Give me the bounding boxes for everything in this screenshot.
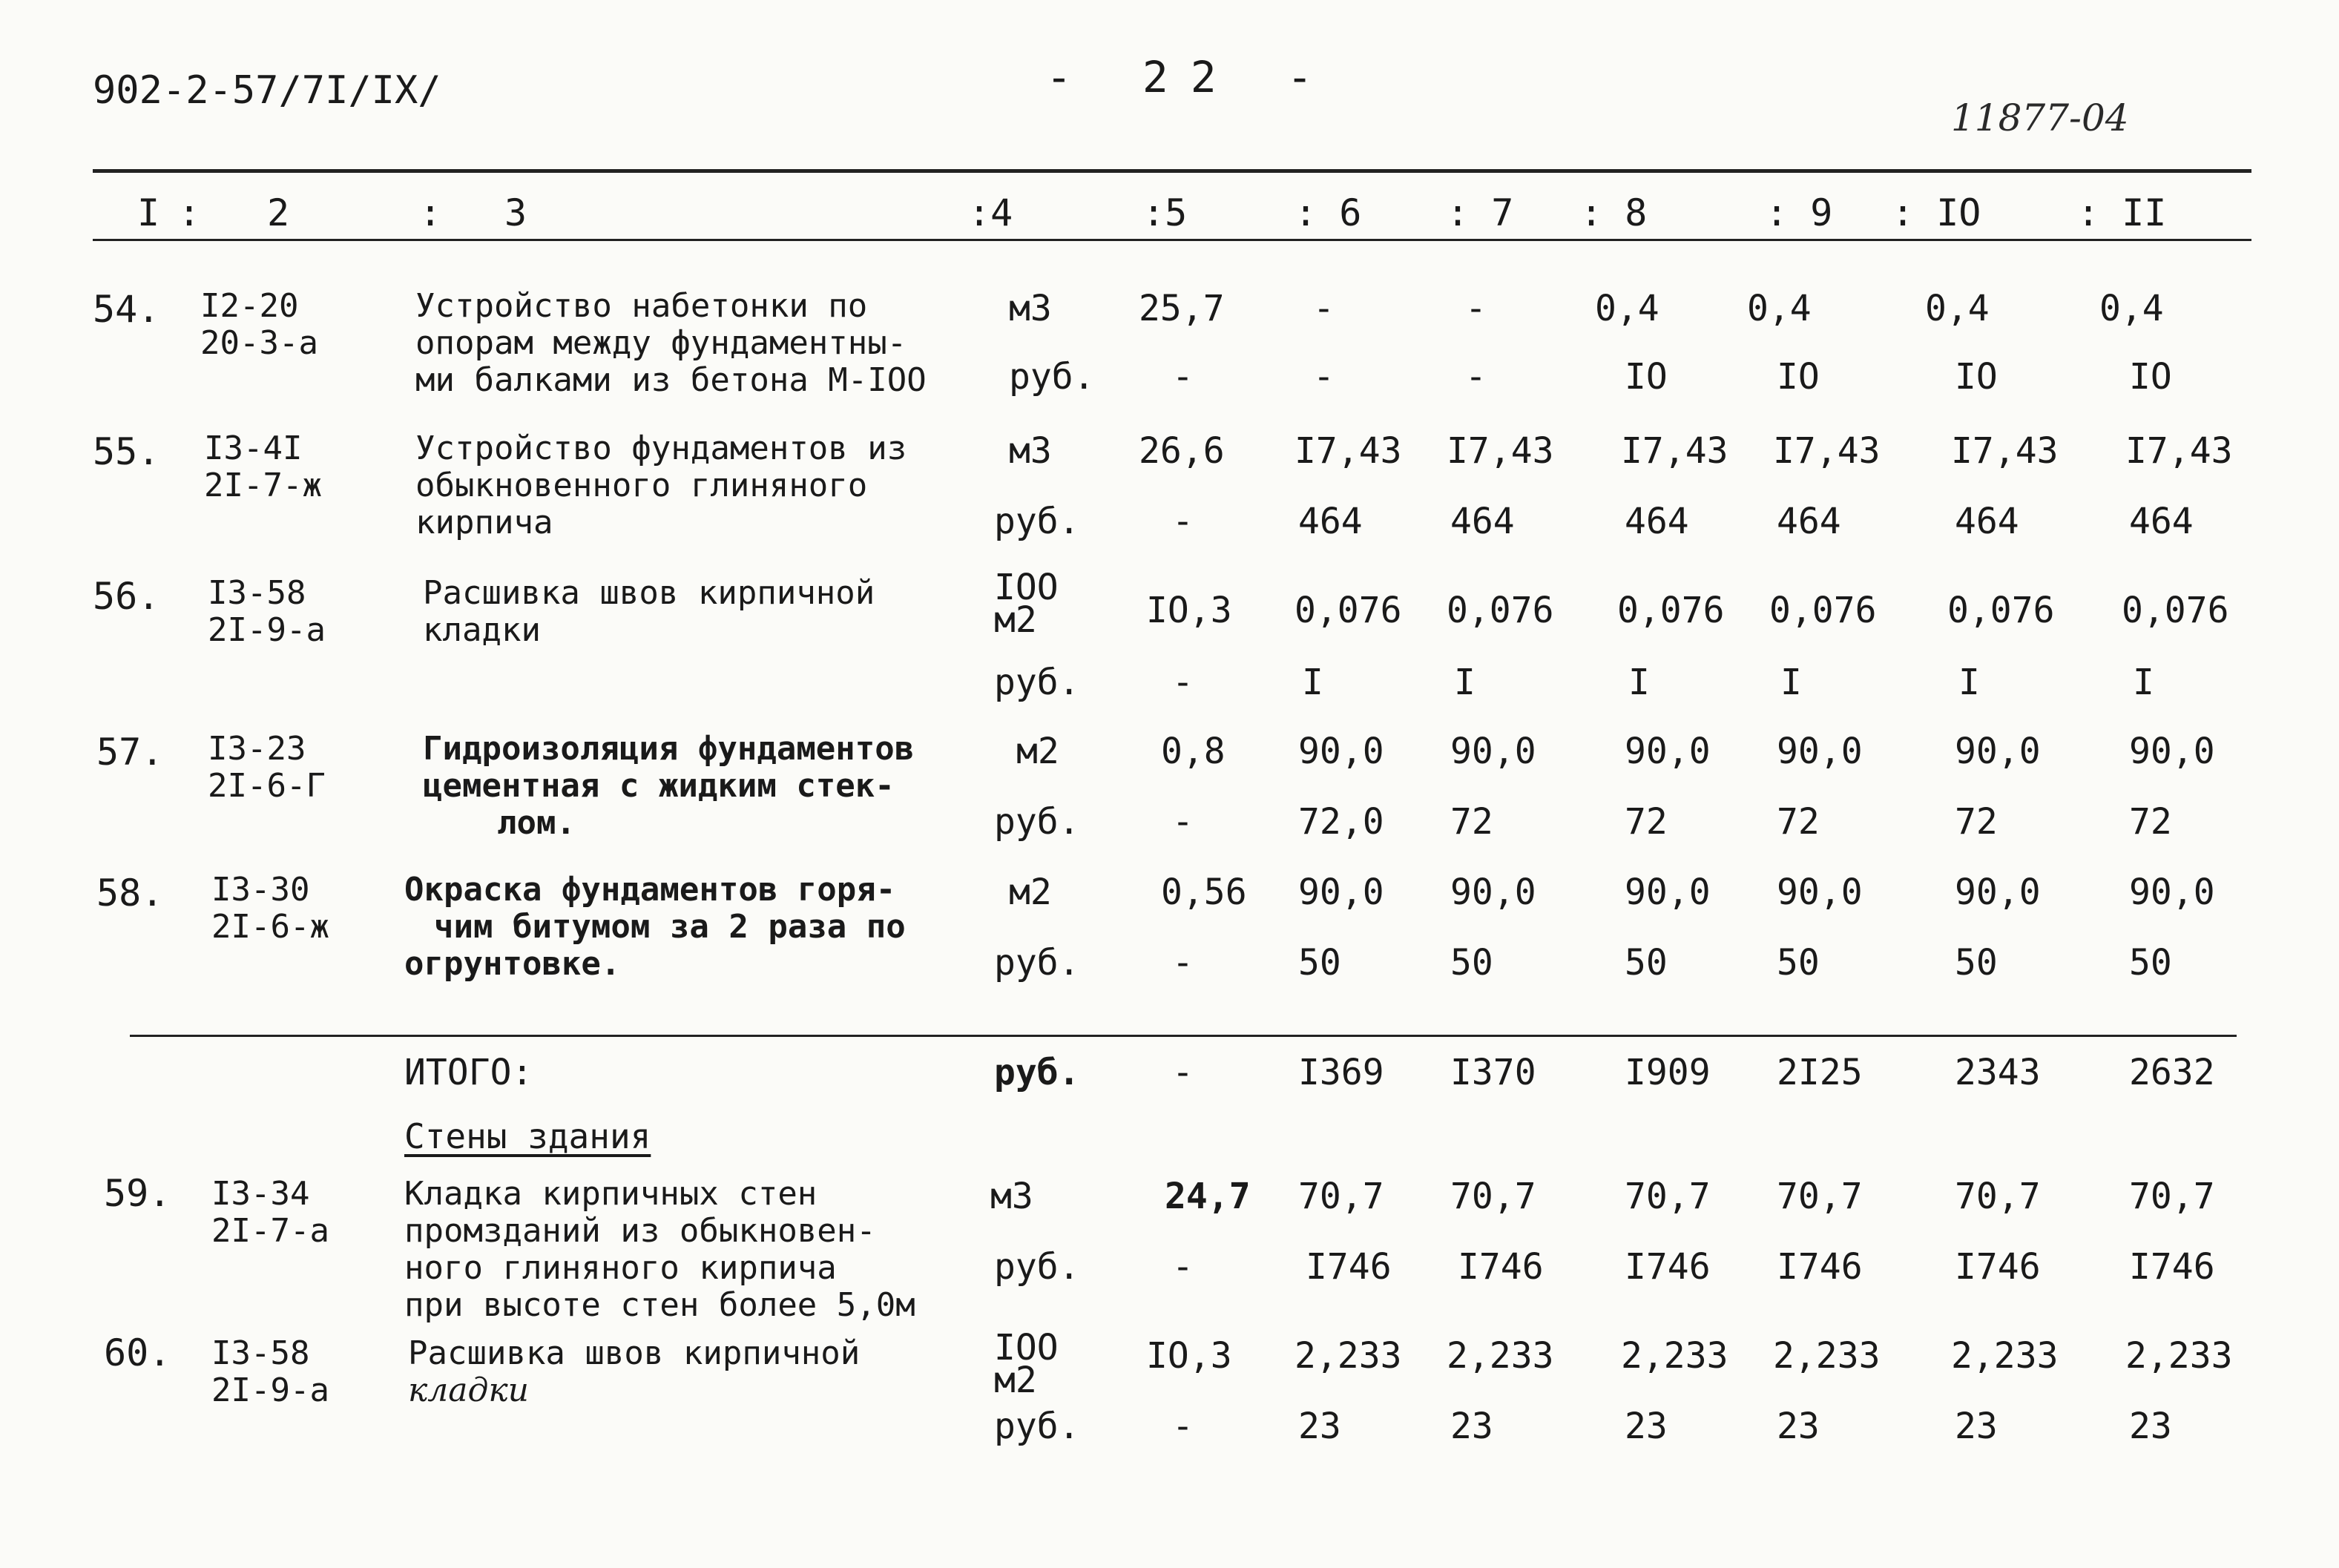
page-number: - 22 - bbox=[1046, 52, 1335, 102]
value: 464 bbox=[2129, 501, 2194, 542]
row-description: Устройство набетонки по опорам между фундаментны- ми балками из бетона М-IOO bbox=[415, 287, 927, 399]
value: - bbox=[1313, 288, 1335, 329]
value: 2,233 bbox=[1621, 1335, 1728, 1377]
row-number: 54. bbox=[93, 288, 160, 331]
value: 72 bbox=[1450, 801, 1493, 843]
unit: м2 bbox=[1016, 731, 1059, 772]
total-rule bbox=[130, 1035, 2237, 1037]
norm: - bbox=[1172, 501, 1194, 542]
unit: руб. bbox=[994, 942, 1080, 984]
value: 23 bbox=[1298, 1406, 1341, 1447]
value: 23 bbox=[1450, 1406, 1493, 1447]
norm: 24,7 bbox=[1165, 1176, 1251, 1217]
value: - bbox=[1465, 288, 1487, 329]
value: 70,7 bbox=[1625, 1176, 1711, 1217]
value: 72 bbox=[1625, 801, 1668, 843]
value: I bbox=[1628, 662, 1650, 703]
norm: IO,3 bbox=[1146, 590, 1232, 631]
value: IO bbox=[1625, 356, 1668, 398]
row-code: I3-4I 2I-7-ж bbox=[204, 429, 322, 504]
value: 50 bbox=[1777, 942, 1820, 984]
value: I7,43 bbox=[2125, 430, 2233, 472]
row-code: I3-58 2I-9-a bbox=[208, 574, 326, 649]
value: 464 bbox=[1298, 501, 1363, 542]
col-1: I bbox=[137, 191, 160, 234]
value: IO bbox=[2129, 356, 2172, 398]
value: 23 bbox=[1625, 1406, 1668, 1447]
value: 0,076 bbox=[1769, 590, 1877, 631]
row-code: I2-20 20-3-a bbox=[200, 287, 318, 362]
value: 50 bbox=[1298, 942, 1341, 984]
value: 2632 bbox=[2129, 1052, 2215, 1093]
row-number: 57. bbox=[96, 731, 164, 774]
value: 90,0 bbox=[1955, 872, 2041, 913]
value: 2I25 bbox=[1777, 1052, 1863, 1093]
value: I7,43 bbox=[1773, 430, 1881, 472]
value: 90,0 bbox=[1450, 872, 1536, 913]
value: 70,7 bbox=[1777, 1176, 1863, 1217]
value: 464 bbox=[1955, 501, 2019, 542]
value: I bbox=[1302, 662, 1323, 703]
row-number: 58. bbox=[96, 872, 164, 915]
value: I369 bbox=[1298, 1052, 1384, 1093]
value: I bbox=[1958, 662, 1980, 703]
value: 90,0 bbox=[1625, 872, 1711, 913]
value: 90,0 bbox=[1777, 872, 1863, 913]
value: 50 bbox=[2129, 942, 2172, 984]
value: IO bbox=[1955, 356, 1998, 398]
col-9: : 9 bbox=[1766, 191, 1833, 234]
value: I909 bbox=[1625, 1052, 1711, 1093]
value: I7,43 bbox=[1951, 430, 2059, 472]
col-7: : 7 bbox=[1447, 191, 1514, 234]
col-sep: : bbox=[178, 191, 201, 234]
document-code: 902-2-57/7I/IX/ bbox=[93, 68, 441, 113]
unit: руб. bbox=[994, 1246, 1080, 1288]
row-code: I3-34 2I-7-a bbox=[211, 1175, 329, 1250]
value: 0,076 bbox=[2122, 590, 2229, 631]
col-2: 2 bbox=[267, 191, 290, 234]
value: 0,076 bbox=[1447, 590, 1554, 631]
row-number: 60. bbox=[104, 1331, 171, 1374]
section-title: Стены здания bbox=[404, 1116, 651, 1156]
value: 23 bbox=[1777, 1406, 1820, 1447]
value: - bbox=[1313, 356, 1335, 398]
norm: 0,56 bbox=[1161, 872, 1247, 913]
unit: руб. bbox=[994, 1406, 1080, 1447]
row-description: Гидроизоляция фундаментов цементная с жидким стек- лом. bbox=[423, 730, 915, 842]
unit: руб. bbox=[994, 801, 1080, 843]
unit: IOO м2 bbox=[994, 567, 1059, 641]
row-number: 59. bbox=[104, 1172, 171, 1215]
value: 72 bbox=[2129, 801, 2172, 843]
row-number: 55. bbox=[93, 430, 160, 473]
value: I bbox=[1454, 662, 1476, 703]
value: I370 bbox=[1450, 1052, 1536, 1093]
value: 0,076 bbox=[1294, 590, 1402, 631]
col-8: : 8 bbox=[1580, 191, 1648, 234]
col-4: :4 bbox=[968, 191, 1013, 234]
value: 90,0 bbox=[2129, 872, 2215, 913]
unit: руб. bbox=[994, 1052, 1080, 1093]
top-rule bbox=[93, 169, 2251, 173]
col-11: : II bbox=[2077, 191, 2167, 234]
unit: руб. bbox=[1009, 356, 1095, 398]
value: IO bbox=[1777, 356, 1820, 398]
row-description: Окраска фундаментов горя- чим битумом за 2 раза по огрунтовке. bbox=[404, 871, 906, 983]
value: I746 bbox=[1625, 1246, 1711, 1288]
value: I746 bbox=[1955, 1246, 2041, 1288]
value: 72 bbox=[1777, 801, 1820, 843]
value: 0,4 bbox=[1595, 288, 1659, 329]
value: 2,233 bbox=[1773, 1335, 1881, 1377]
value: I746 bbox=[1777, 1246, 1863, 1288]
row-code: I3-58 2I-9-a bbox=[211, 1334, 329, 1409]
value: 2,233 bbox=[2125, 1335, 2233, 1377]
unit: руб. bbox=[994, 662, 1080, 703]
norm: 25,7 bbox=[1139, 288, 1225, 329]
norm: - bbox=[1172, 1052, 1194, 1093]
value: 50 bbox=[1955, 942, 1998, 984]
value: 50 bbox=[1625, 942, 1668, 984]
value: 464 bbox=[1625, 501, 1689, 542]
value: I bbox=[1780, 662, 1802, 703]
row-code: I3-30 2I-6-ж bbox=[211, 871, 329, 946]
value: I7,43 bbox=[1294, 430, 1402, 472]
norm: - bbox=[1172, 942, 1194, 984]
norm: - bbox=[1172, 662, 1194, 703]
value: 90,0 bbox=[1777, 731, 1863, 772]
unit: м2 bbox=[1009, 872, 1052, 913]
norm: IO,3 bbox=[1146, 1335, 1232, 1377]
norm: - bbox=[1172, 1406, 1194, 1447]
value: - bbox=[1465, 356, 1487, 398]
unit: м3 bbox=[990, 1176, 1033, 1217]
norm: 26,6 bbox=[1139, 430, 1225, 472]
value: 90,0 bbox=[2129, 731, 2215, 772]
value: 90,0 bbox=[1955, 731, 2041, 772]
norm: 0,8 bbox=[1161, 731, 1226, 772]
value: 90,0 bbox=[1298, 731, 1384, 772]
value: 90,0 bbox=[1450, 731, 1536, 772]
value: 70,7 bbox=[1955, 1176, 2041, 1217]
value: I bbox=[2133, 662, 2154, 703]
value: 0,076 bbox=[1617, 590, 1725, 631]
handwritten-number: 11877-04 bbox=[1951, 96, 2129, 139]
col-3: 3 bbox=[504, 191, 527, 234]
col-sep: : bbox=[419, 191, 442, 234]
value: 2,233 bbox=[1951, 1335, 2059, 1377]
value: 0,076 bbox=[1947, 590, 2055, 631]
value: 70,7 bbox=[1298, 1176, 1384, 1217]
value: 0,4 bbox=[1925, 288, 1990, 329]
value: I746 bbox=[1458, 1246, 1544, 1288]
value: 464 bbox=[1777, 501, 1841, 542]
value: 0,4 bbox=[2099, 288, 2164, 329]
value: I746 bbox=[2129, 1246, 2215, 1288]
value: 70,7 bbox=[1450, 1176, 1536, 1217]
value: 2,233 bbox=[1294, 1335, 1402, 1377]
value: 70,7 bbox=[2129, 1176, 2215, 1217]
row-description: Расшивка швов кирпичной кладки bbox=[423, 574, 875, 649]
col-10: : IO bbox=[1892, 191, 1981, 234]
header-rule bbox=[93, 239, 2251, 241]
col-5: :5 bbox=[1142, 191, 1188, 234]
value: 72,0 bbox=[1298, 801, 1384, 843]
row-description: Расшивка швов кирпичной кладки bbox=[408, 1334, 861, 1409]
unit: IOO м2 bbox=[994, 1327, 1059, 1401]
value: I7,43 bbox=[1447, 430, 1554, 472]
norm: - bbox=[1172, 356, 1194, 398]
row-code: I3-23 2I-6-Г bbox=[208, 730, 326, 805]
value: 23 bbox=[2129, 1406, 2172, 1447]
value: I7,43 bbox=[1621, 430, 1728, 472]
row-description: Устройство фундаментов из обыкновенного глиняного кирпича bbox=[415, 429, 907, 541]
value: 50 bbox=[1450, 942, 1493, 984]
unit: м3 bbox=[1009, 430, 1052, 472]
norm: - bbox=[1172, 1246, 1194, 1288]
value: 2343 bbox=[1955, 1052, 2041, 1093]
total-label: ИТОГО: bbox=[404, 1052, 533, 1093]
unit: руб. bbox=[994, 501, 1080, 542]
row-number: 56. bbox=[93, 575, 160, 618]
norm: - bbox=[1172, 801, 1194, 843]
row-description: Кладка кирпичных стен промзданий из обыкновен- ного глиняного кирпича при высоте стен более 5,0м bbox=[404, 1175, 915, 1324]
value: 0,4 bbox=[1747, 288, 1812, 329]
value: 2,233 bbox=[1447, 1335, 1554, 1377]
value: 90,0 bbox=[1298, 872, 1384, 913]
value: 72 bbox=[1955, 801, 1998, 843]
value: 90,0 bbox=[1625, 731, 1711, 772]
unit: м3 bbox=[1009, 288, 1052, 329]
value: 23 bbox=[1955, 1406, 1998, 1447]
value: 464 bbox=[1450, 501, 1515, 542]
col-6: : 6 bbox=[1294, 191, 1362, 234]
value: I746 bbox=[1306, 1246, 1392, 1288]
